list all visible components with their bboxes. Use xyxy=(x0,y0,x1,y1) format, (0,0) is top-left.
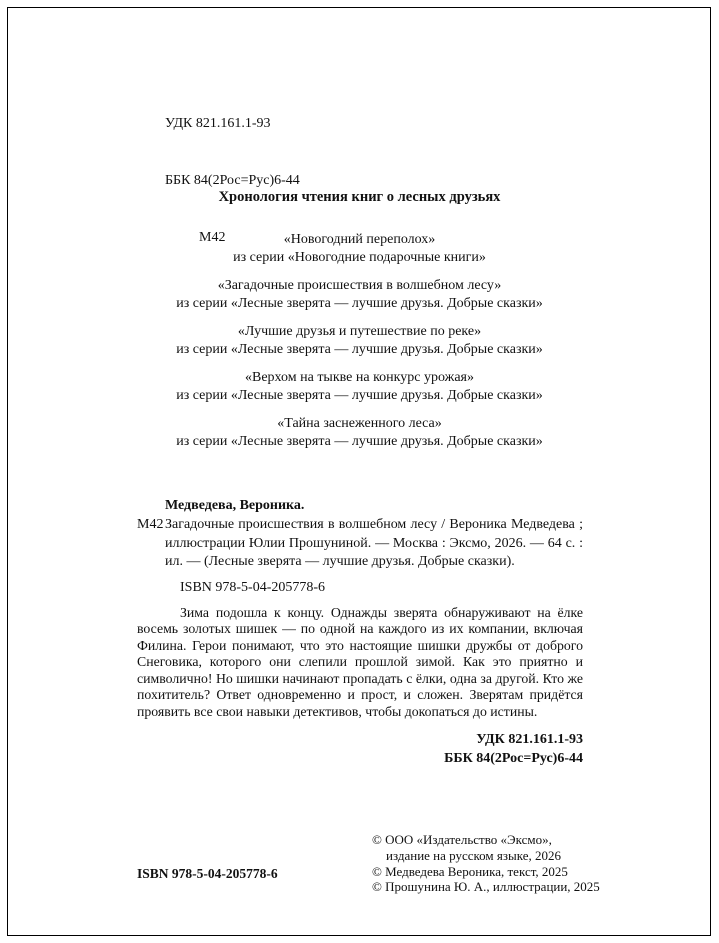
book-series: из серии «Лесные зверята — лучшие друзья. Добрые сказки» xyxy=(176,296,543,311)
chronology-entry xyxy=(70,323,649,359)
reading-chronology xyxy=(70,188,649,461)
isbn-line: ISBN 978-5-04-205778-6 xyxy=(180,580,326,596)
catalog-entry xyxy=(137,516,583,572)
footer-isbn: ISBN 978-5-04-205778-6 xyxy=(137,866,278,881)
chronology-entry xyxy=(70,369,649,405)
book-series: из серии «Лесные зверята — лучшие друзья. Добрые сказки» xyxy=(176,434,543,449)
book-title: «Лучшие друзья и путешествие по реке» xyxy=(237,324,482,339)
chronology-entry xyxy=(70,231,649,267)
catalog-description: Загадочные происшествия в волшебном лесу / Вероника Медведева ; иллюстрации Юлии Прошуниной. — Москва : Эксмо, 2026. — 64 с. : ил. — (Лесные зверята — лучшие друзья. Добрые сказки). xyxy=(165,516,583,570)
copyright-block xyxy=(372,832,600,895)
catalog-author: Медведева, Вероника. xyxy=(165,498,305,513)
author-mark: М42 xyxy=(137,516,164,532)
bbk-code: ББК 84(2Рос=Рус)6-44 xyxy=(165,173,300,188)
copyright-line: © Прошунина Ю. А., иллюстрации, 2025 xyxy=(372,879,600,895)
book-title: «Новогодний переполох» xyxy=(283,232,436,247)
book-series: из серии «Лесные зверята — лучшие друзья. Добрые сказки» xyxy=(176,342,543,357)
book-title: «Загадочные происшествия в волшебном лесу» xyxy=(217,278,502,293)
copyright-line: © Медведева Вероника, текст, 2025 xyxy=(372,863,568,879)
udk-code: УДК 821.161.1-93 xyxy=(476,732,583,748)
annotation-text: Зима подошла к концу. Однажды зверята обнаруживают на ёлке восемь золотых шишек — по одной на каждого из их компании, включая Филина. Герои понимают, что это настоящие шишки дружбы от доброго Снеговика, которого они слепили прошлой зимой. Как это приятно и символично! Но шишки начинают пропадать с ёлки, одна за другой. Кто же похититель? Ответ одновременно и прост, и сложен. Зверятам придётся проявить все свои навыки детективов, чтобы докопаться до истины. xyxy=(137,604,583,719)
bbk-code: ББК 84(2Рос=Рус)6-44 xyxy=(444,751,583,767)
page-border xyxy=(7,7,711,936)
author-mark: М42 xyxy=(199,230,226,245)
book-title: «Верхом на тыкве на конкурс урожая» xyxy=(245,370,474,385)
book-series: из серии «Новогодние подарочные книги» xyxy=(233,250,486,265)
chronology-entry xyxy=(70,415,649,451)
catalog-card xyxy=(137,497,583,768)
copyright-line: издание на русском языке, 2026 xyxy=(386,847,562,863)
book-series: из серии «Лесные зверята — лучшие друзья. Добрые сказки» xyxy=(176,388,543,403)
chronology-entry xyxy=(70,277,649,313)
bottom-cataloguing-codes xyxy=(137,730,583,768)
chronology-title: Хронология чтения книг о лесных друзьях xyxy=(218,189,501,205)
udk-code: УДК 821.161.1-93 xyxy=(165,116,271,131)
copyright-line: © ООО «Издательство «Эксмо», xyxy=(372,832,552,847)
book-title: «Тайна заснеженного леса» xyxy=(277,416,442,431)
